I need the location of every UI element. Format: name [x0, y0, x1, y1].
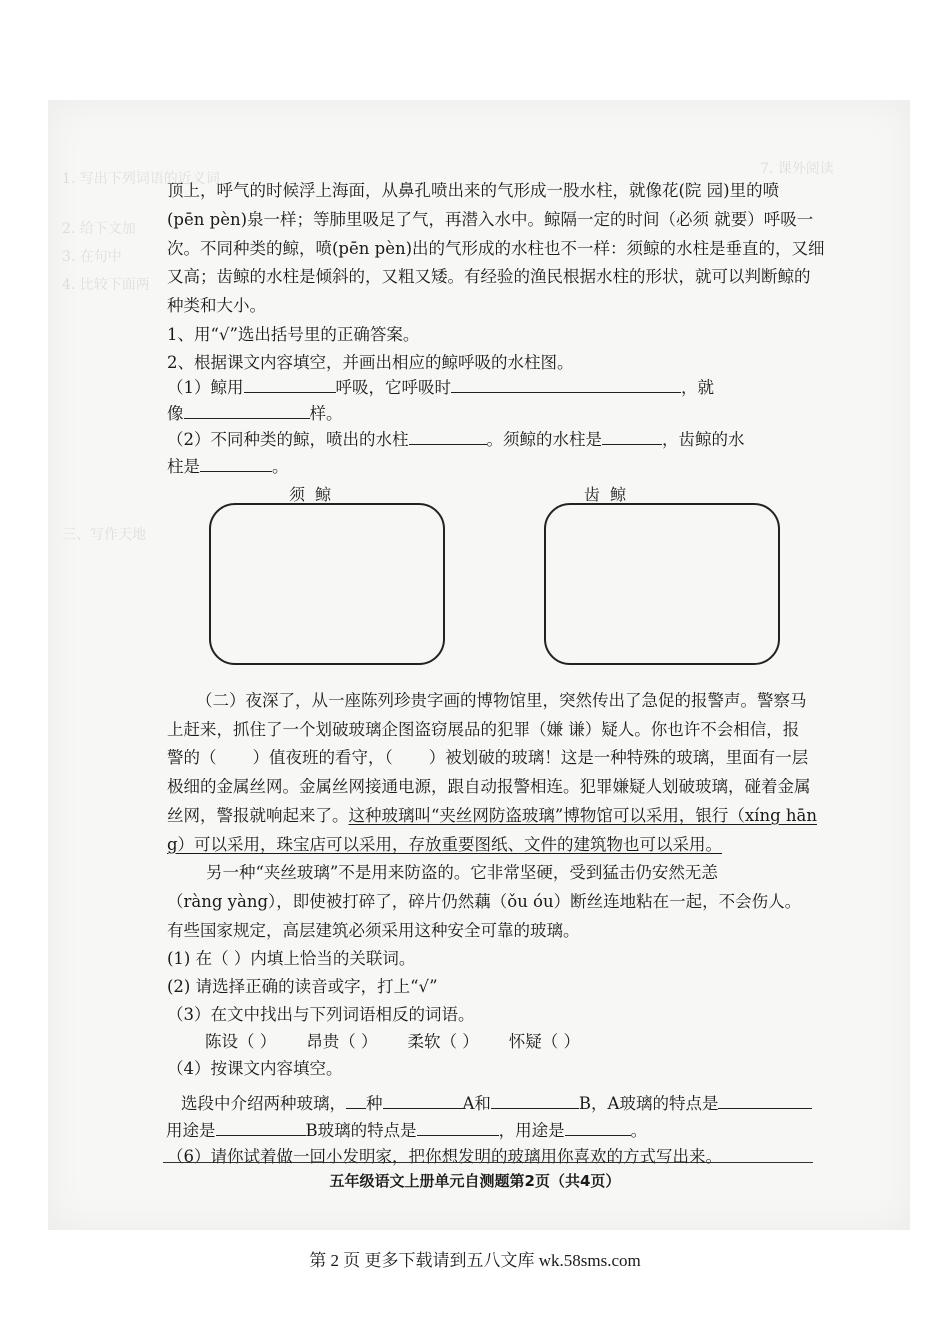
question-item: （4）按课文内容填空。	[167, 1059, 343, 1078]
passage-line	[167, 747, 827, 769]
show-through-text: 4. 比较下面两	[62, 277, 150, 293]
answer-blank[interactable]	[565, 1119, 631, 1136]
underlined-sentence: 这种玻璃叫“夹丝网防盗玻璃”博物馆可以采用，银行（xíng hān	[348, 806, 817, 825]
question-item: （6）请你试着做一回小发明家，把你想发明的玻璃用你喜欢的方式写出来。	[167, 1147, 722, 1166]
passage-line: 又高；齿鲸的水柱是倾斜的，又粗又矮。有经验的渔民根据水柱的形状，就可以判断鲸的	[167, 267, 811, 286]
fill-text: 。	[630, 1121, 648, 1140]
fill-text: （2）不同种类的鲸，喷出的水柱	[167, 430, 409, 449]
fill-text: 样。	[309, 404, 343, 423]
diagram-label-toothed: 齿鲸	[584, 485, 637, 504]
download-note: 第 2 页 更多下载请到五八文库 wk.58sms.com	[309, 1251, 641, 1270]
fill-text: ）被划破的玻璃！这是一种特殊的玻璃，里面有一层	[428, 748, 809, 767]
question-item: (2) 请选择正确的读音或字，打上“√”	[167, 977, 438, 996]
passage-line: （ràng yàng），即使被打碎了，碎片仍然藕（ǒu óu）断丝连地粘在一起，不会伤人。	[167, 892, 802, 911]
passage-line: （二）夜深了，从一座陈列珍贵字画的博物馆里，突然传出了急促的报警声。警察马	[196, 691, 807, 710]
fill-text: 警的（	[167, 748, 217, 767]
passage-line: 次。不同种类的鲸，喷(pēn pèn)出的气形成的水柱也不一样：须鲸的水柱是垂直的，又细	[167, 239, 825, 258]
fill-text: 种	[366, 1094, 383, 1113]
fill-text: ，用途是	[498, 1121, 565, 1140]
answer-blank[interactable]	[602, 428, 662, 445]
answer-blank[interactable]	[184, 402, 310, 419]
antonym-row	[205, 1031, 865, 1053]
passage-line: 另一种“夹丝玻璃”不是用来防盗的。它非常坚硬，受到猛击仍安然无恙	[206, 863, 718, 882]
underlined-sentence: g）可以采用，珠宝店可以采用，存放重要图纸、文件的建筑物也可以采用。	[167, 835, 723, 854]
fill-text: B玻璃的特点是	[305, 1121, 417, 1140]
antonym-item: 怀疑（ ）	[508, 1032, 580, 1051]
fill-text: 柱是	[167, 457, 200, 476]
fill-blank-line	[167, 402, 827, 425]
fill-text: B，A玻璃的特点是	[578, 1094, 719, 1113]
answer-blank[interactable]	[200, 455, 272, 472]
show-through-text: 1. 写出下列词语的近义词	[62, 171, 220, 187]
answer-blank[interactable]	[451, 376, 681, 393]
drawing-box-baleen[interactable]	[209, 503, 445, 665]
fill-blank-line	[167, 376, 827, 399]
fill-text: 像	[167, 404, 184, 423]
question-2: 2、根据课文内容填空，并画出相应的鲸呼吸的水柱图。	[167, 353, 574, 372]
fill-blank-line	[167, 428, 827, 451]
question-item: （3）在文中找出与下列词语相反的词语。	[167, 1005, 475, 1024]
fill-text: 。	[272, 457, 289, 476]
diagram-label-baleen: 须鲸	[289, 485, 342, 504]
answer-blank[interactable]	[346, 1092, 366, 1109]
fill-text: （1）鲸用	[167, 378, 244, 397]
question-1: 1、用“√”选出括号里的正确答案。	[167, 325, 420, 344]
passage-line: 极细的金属丝网。金属丝网接通电源，跟自动报警相连。犯罪嫌疑人划破玻璃，碰着金属	[167, 777, 811, 796]
answer-blank[interactable]	[409, 428, 487, 445]
answer-blank[interactable]	[417, 1119, 499, 1136]
fill-text: A和	[462, 1094, 491, 1113]
fill-text: ，就	[681, 378, 714, 397]
fill-text: 丝网，警报就响起来了。	[167, 806, 349, 825]
show-through-text: 2. 给下文加	[62, 221, 136, 237]
fill-text: 。须鲸的水柱是	[486, 430, 602, 449]
answer-blank[interactable]	[244, 376, 336, 393]
passage-line	[167, 805, 827, 827]
answer-blank[interactable]	[718, 1092, 812, 1109]
fill-text: ）值夜班的看守，（	[252, 748, 393, 767]
passage-line: (pēn pèn)泉一样；等肺里吸足了气，再潜入水中。鲸隔一定的时间（必须 就要）呼吸一	[167, 210, 814, 229]
fill-text: ，齿鲸的水	[662, 430, 745, 449]
passage-line: 顶上，呼气的时候浮上海面，从鼻孔喷出来的气形成一股水柱，就像花(院 园)里的喷	[167, 181, 780, 200]
answer-blank[interactable]	[216, 1119, 306, 1136]
passage-line: 上赶来，抓住了一个划破玻璃企图盗窃展品的犯罪（嫌 谦）疑人。你也许不会相信，报	[167, 720, 800, 739]
antonym-item: 陈设（ ）	[205, 1032, 277, 1051]
fill-text: 选段中介绍两种玻璃，	[181, 1094, 346, 1113]
fill-blank-line	[167, 455, 827, 478]
fill-blank-line	[166, 1119, 826, 1142]
footer-divider	[163, 1162, 813, 1163]
fill-blank-line	[181, 1092, 841, 1115]
answer-blank[interactable]	[383, 1092, 463, 1109]
show-through-text: 三、写作天地	[62, 527, 146, 543]
show-through-text: 3. 在句中	[62, 249, 122, 265]
page-footer: 五年级语文上册单元自测题第2页（共4页）	[329, 1172, 621, 1190]
fill-text: 用途是	[166, 1121, 216, 1140]
antonym-item: 昂贵（ ）	[306, 1032, 378, 1051]
answer-blank[interactable]	[491, 1092, 579, 1109]
passage-line: 种类和大小。	[167, 296, 266, 315]
show-through-text: 7. 课外阅读	[760, 161, 834, 177]
question-item: (1) 在（ ）内填上恰当的关联词。	[167, 949, 416, 968]
antonym-item: 柔软（ ）	[407, 1032, 479, 1051]
drawing-box-toothed[interactable]	[544, 503, 780, 665]
fill-text: 呼吸，它呼吸时	[335, 378, 451, 397]
passage-line: 有些国家规定，高层建筑必须采用这种安全可靠的玻璃。	[167, 921, 580, 940]
